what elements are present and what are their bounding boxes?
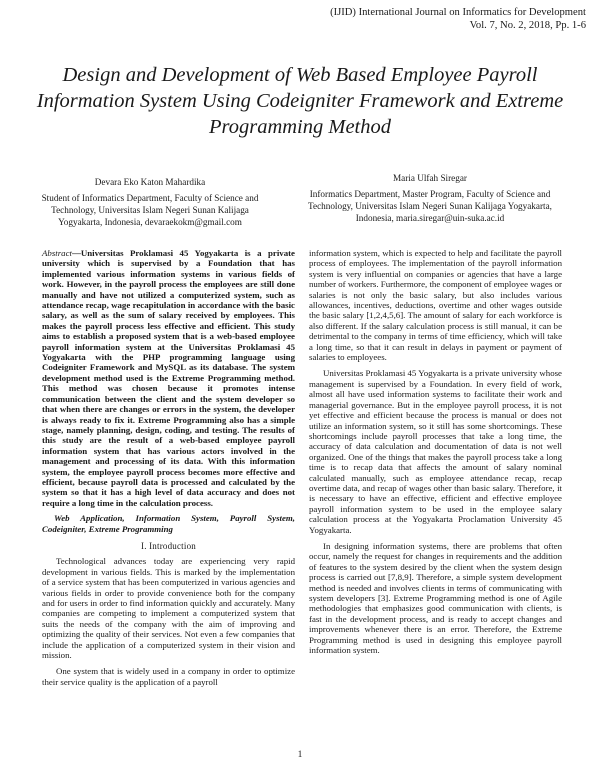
intro-paragraph-5: In designing information systems, there are problems that often occur, namely the request for changes in requirements and the addition of features to the system desired by the client when the system design process is carried out [7,8,9]. Therefore, a simple system development method is needed and involves clients in terms of communicating with system developers [3]. Extreme Programming method is one of Agile methodologies that emphasizes good communication with clients, is fast in the development process, and is ready to accept changes and improvements whenever there is an error. Therefore, the Extreme Programming method is used in designing this employee payroll information system.	[309, 540, 562, 656]
abstract	[42, 248, 295, 508]
section-heading-introduction: I. Introduction	[141, 540, 196, 551]
right-column	[309, 248, 562, 655]
keywords: Web Application, Information System, Payroll System, Codeigniter, Extreme Programming	[42, 513, 295, 534]
intro-paragraph-1: Technological advances today are experiencing very rapid development in various fields. This is marked by the implementation of a service system that has been computerized in various agencies and various fields in order to provide convenience both for the company and for users in order to find information quickly and accurately. Many companies are competing to implement a computerized system that suits the needs of the company with the aim of improving and optimizing the quality of their services. Not even a few companies that include the application of a computerized system in their vision and mission.	[42, 556, 295, 661]
page-number: 1	[297, 750, 303, 760]
intro-paragraph-4: Universitas Proklamasi 45 Yogyakarta is a private university whose management is supervised by a Foundation. In every field of work, almost all have used information systems to facilitate their work and managerial governance. But in the employee payroll process, it is not yet effective and efficient because the process is manual or does not utilize an information system, so it still has some shortcomings. These shortcomings include payroll processes that take a long time, the accuracy of data calculation and documentation of data is not well organized. One of the things that makes the payroll process take a long time is to recap data that affects the amount of salary nominal calculated manually, such as employee attendance recap, recap overtime data, and recap of wages other than basic salary. Therefore, it is necessary to have an effective, efficient and effective employee payroll information system to be used in the employee salary calculation process at the Yogyakarta Proclamation University 45 Yogyakarta.	[309, 368, 562, 535]
author-block-1	[30, 176, 270, 228]
journal-name: (IJID) International Journal on Informatics for Development	[330, 7, 586, 18]
author-affiliation-2: Informatics Department, Master Program, Faculty of Science and Technology, Universitas Islam Negeri Sunan Kalijaga Yogyakarta, Indonesia, maria.siregar@uin-suka.ac.id	[308, 189, 552, 223]
left-column	[42, 248, 295, 687]
journal-header	[186, 6, 586, 32]
intro-paragraph-2: One system that is widely used in a company in order to optimize their service quality is the application of a payroll	[42, 666, 295, 687]
abstract-label: Abstract	[42, 248, 72, 258]
author-name-1: Devara Eko Katon Mahardika	[94, 177, 206, 187]
author-name-2: Maria Ulfah Siregar	[393, 173, 467, 183]
abstract-text: —Universitas Proklamasi 45 Yogyakarta is a private university which is supervised by a Foundation that has implemented various information systems in various fields of work. However, in the payroll process the employees are still done manually and have not utilized a computerized system, such as attendance recap, wage recapitulation in accordance with the basic salary, as well as the sum of salary received by employees. This makes the payroll process less effective and efficient. This study aims to establish a proposed system that is a web-based employee payroll information system at the Universitas Proklamasi 45 Yogyakarta with the PHP programming language using Codeigniter Framework and MySQL as its database. The system development method used is the Extreme Programming method. This method was chosen because it promotes intense communication between the client and the system developer so that when there are changes or errors in the system, the developer is always ready to fix it. Extreme Programming also has a simple stage, namely planning, design, coding, and testing. The results of this study are the result of a web-based employee payroll information system that has various actors involved in the management and processing of its data. With this information system, the employee payroll process becomes more effective and efficient, because payroll data is processed and calculated by the system so that it has a high level of data accuracy and does not require a long time in the calculation process.	[42, 248, 295, 508]
author-block-2	[300, 172, 560, 224]
author-affiliation-1: Student of Informatics Department, Faculty of Science and Technology, Universitas Islam Negeri Sunan Kalijaga Yogyakarta, Indonesia, devaraekokm@gmail.com	[41, 193, 259, 227]
journal-volume: Vol. 7, No. 2, 2018, Pp. 1-6	[469, 20, 586, 31]
intro-paragraph-3: information system, which is expected to help and facilitate the payroll process of employees. The implementation of the payroll information system is very influential on companies or agencies that have a large number of workers. Furthermore, the component of employee wages or salaries is not only the basic salary, but also includes various allowances, incentives, deductions, overtime and other wages outside the basic salary [1,2,4,5,6]. The amount of salary for each workforce is also different. If the salary calculation process is still manual, it can be detrimental to the company in terms of time efficiency, which will take a long time, so that it can result in delays in payment or payment of salaries to employees.	[309, 248, 562, 363]
paper-title: Design and Development of Web Based Employee Payroll Information System Using Codeigniter Framework and Extreme Programming Method	[36, 64, 564, 138]
